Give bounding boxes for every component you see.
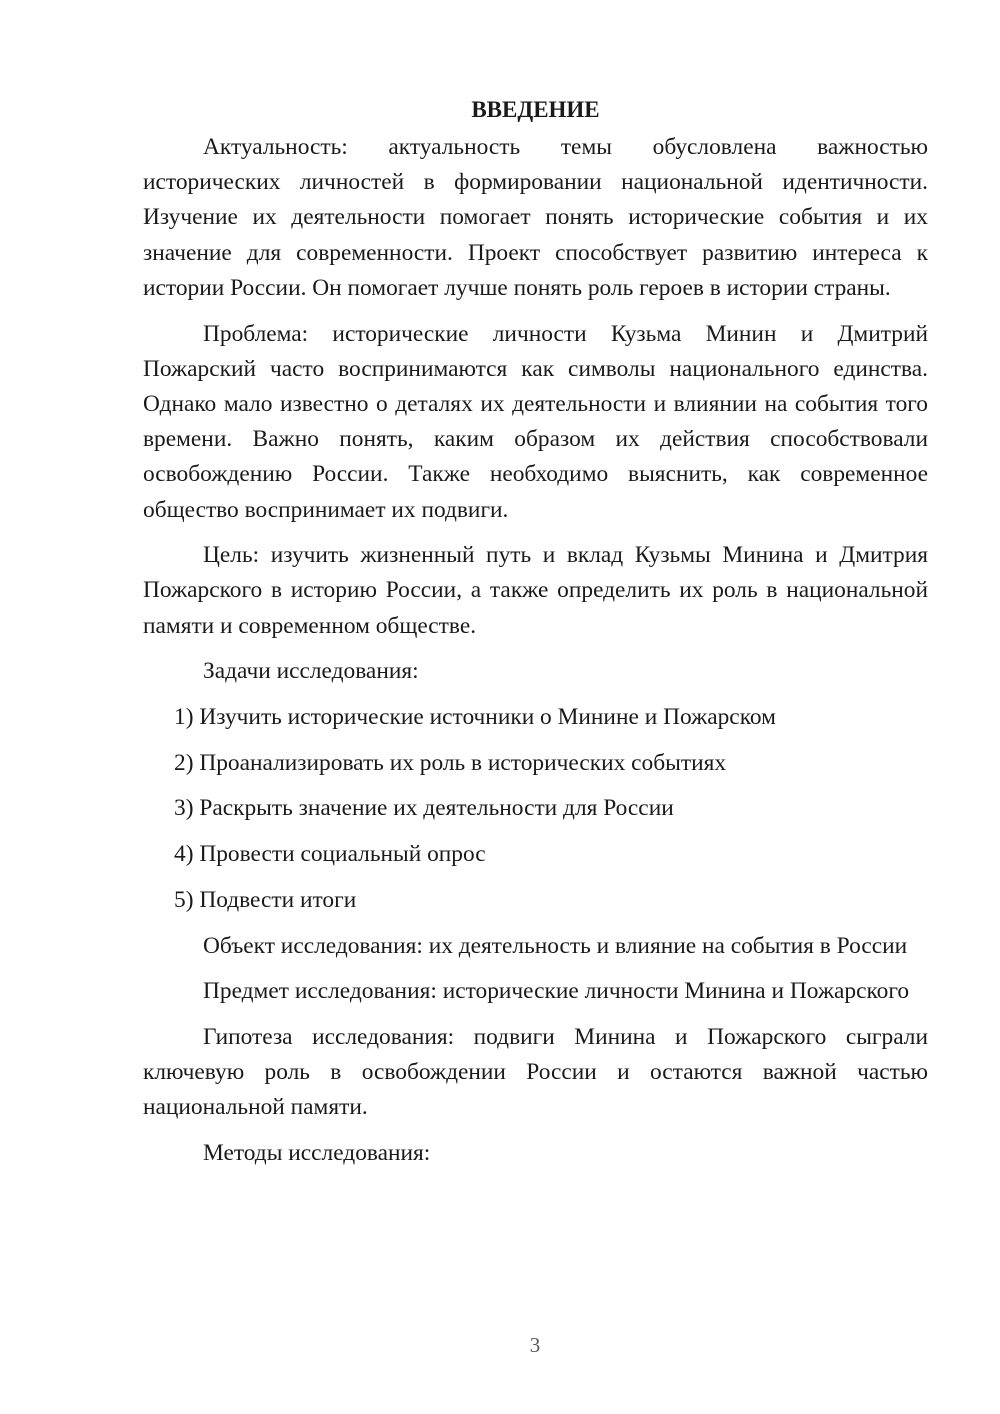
task-item-1: 1) Изучить исторические источники о Минине и Пожарском (174, 704, 776, 731)
document-page (143, 92, 928, 1171)
page-title: ВВЕДЕНИЕ (471, 97, 600, 122)
tasks-heading: Задачи исследования: (203, 658, 419, 685)
task-item-4: 4) Провести социальный опрос (174, 841, 486, 868)
page-number: 3 (529, 1333, 541, 1357)
methods-heading: Методы исследования: (203, 1140, 431, 1167)
task-item-5: 5) Подвести итоги (174, 886, 357, 913)
problem-paragraph: Проблема: исторические личности Кузьма Минин и Дмитрий Пожарский часто воспринимаются как символы национального единства. Однако мало известно о деталях их деятельности и влиянии на события того времени. Важно понять, каким образом их действия способствовали освобождению России. Также необходимо выяснить, как современное общество воспринимает их подвиги. (143, 320, 928, 523)
task-item-2: 2) Проанализировать их роль в исторических событиях (174, 749, 727, 776)
relevance-paragraph: Актуальность: актуальность темы обусловлена важностью исторических личностей в формировании национальной идентичности. Изучение их деятельности помогает понять исторические события и их значение для современности. Проект способствует развитию интереса к истории России. Он помогает лучше понять роль героев в истории страны. (143, 134, 928, 301)
goal-paragraph: Цель: изучить жизненный путь и вклад Кузьмы Минина и Дмитрия Пожарского в историю России, а также определить их роль в национальной памяти и современном обществе. (143, 542, 928, 639)
subject-paragraph: Предмет исследования: исторические личности Минина и Пожарского (203, 978, 910, 1005)
hypothesis-paragraph: Гипотеза исследования: подвиги Минина и Пожарского сыграли ключевую роль в освобождении России и остаются важной частью национальной памяти. (143, 1023, 928, 1121)
object-paragraph: Объект исследования: их деятельность и влияние на события в России (203, 932, 908, 959)
task-item-3: 3) Раскрыть значение их деятельности для России (174, 795, 674, 822)
